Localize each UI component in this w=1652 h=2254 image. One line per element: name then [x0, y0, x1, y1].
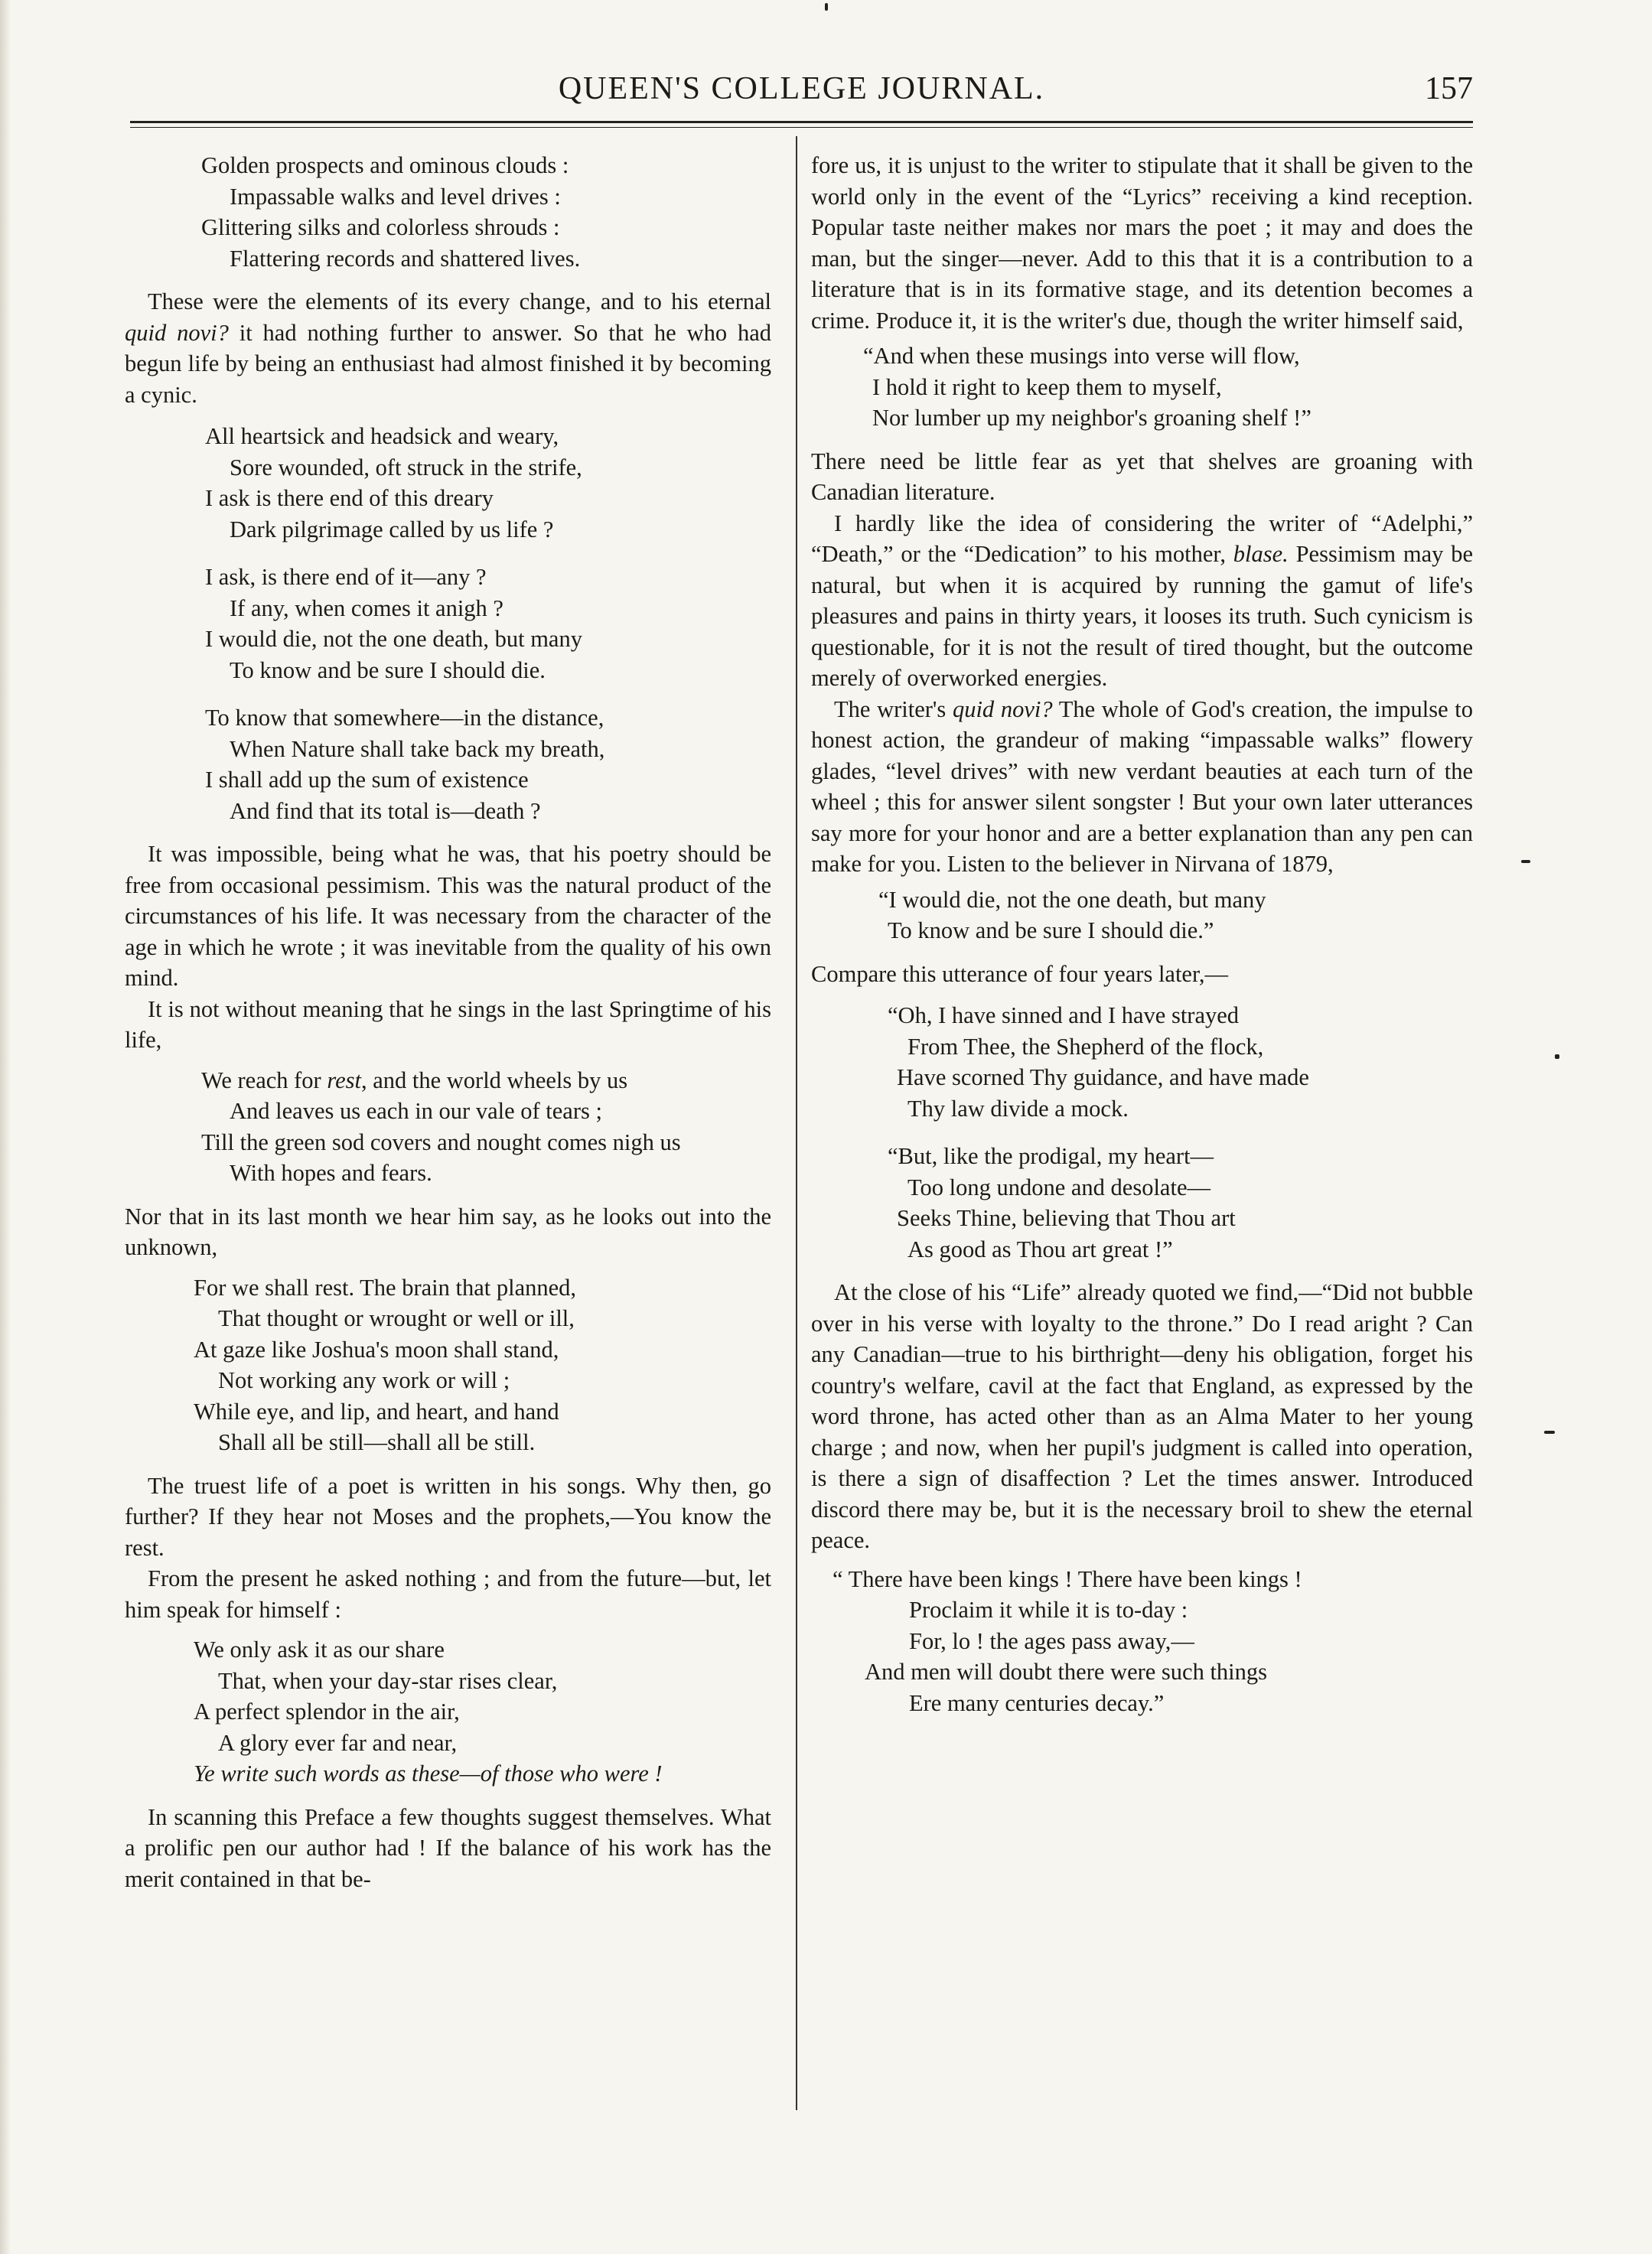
- paragraph: It was impossible, being what he was, that his poetry should be free from occasional pessimism. This was the natural product of the circumstances of his life. It was necessary from the character of the age in which he wrote ; it was inevitable from the quality of his own mind.: [125, 841, 771, 991]
- verse-line: That, when your day-star rises clear,: [218, 1667, 558, 1694]
- verse-line: At gaze like Joshua's moon shall stand,: [194, 1336, 559, 1363]
- verse-line: That thought or wrought or well or ill,: [218, 1305, 575, 1331]
- verse-line: Seeks Thine, believing that Thou art: [897, 1205, 1236, 1231]
- page-header: [130, 70, 1473, 116]
- verse-stanza: [811, 1564, 1473, 1719]
- verse-line: Impassable walks and level drives :: [230, 183, 561, 210]
- print-speck: [1521, 860, 1530, 863]
- header-rule-thin: [130, 127, 1473, 128]
- verse-line: Too long undone and desolate—: [907, 1174, 1210, 1200]
- paragraph: From the present he asked nothing ; and from the future—but, let him speak for himself :: [125, 1565, 771, 1623]
- verse-line: When Nature shall take back my breath,: [230, 735, 605, 762]
- italic-text: blase.: [1233, 541, 1289, 567]
- verse-line: From Thee, the Shepherd of the flock,: [907, 1033, 1264, 1060]
- paragraph: In scanning this Preface a few thoughts suggest themselves. What a prolific pen our author had ! If the balance of his work has the merit contained in that be-: [125, 1803, 771, 1892]
- text-run: it had nothing further to answer. So that he who had begun life by being an enthusiast had almost finished it by becoming a cynic.: [125, 319, 771, 408]
- verse-stanza: [811, 340, 1473, 434]
- paragraph: [811, 694, 1473, 880]
- verse-line: For we shall rest. The brain that planned,: [194, 1274, 577, 1301]
- italic-text: Ye write such words as these—of those who were !: [194, 1761, 663, 1787]
- paragraph: [811, 508, 1473, 694]
- verse-line: And find that its total is—death ?: [230, 797, 541, 824]
- text-run: The writer's: [834, 695, 953, 722]
- verse-line: I ask is there end of this dreary: [205, 485, 494, 511]
- text-run: The whole of God's creation, the impulse to honest action, the grandeur of making “impassable walks” flowery glades, “level drives” with new verdant beauties at each turn of the wheel ; this for answer silent songster ! But your own later utterances say more for your honor and are a better explanation than any pen can make for you. Listen to the believer in Nirvana of 1879,: [811, 695, 1473, 877]
- verse-line: While eye, and lip, and heart, and hand: [194, 1398, 559, 1425]
- left-column: [125, 150, 771, 1894]
- verse-line: To know and be sure I should die.”: [888, 917, 1214, 943]
- verse-line: Ere many centuries decay.”: [909, 1689, 1165, 1716]
- verse-line: Dark pilgrimage called by us life ?: [230, 516, 554, 542]
- verse-line: If any, when comes it anigh ?: [230, 594, 503, 621]
- verse-stanza: [125, 421, 771, 826]
- verse-stanza: [125, 1634, 771, 1790]
- verse-line: “But, like the prodigal, my heart—: [888, 1143, 1214, 1169]
- paragraph: Compare this utterance of four years later,—: [811, 960, 1229, 987]
- verse-line: Not working any work or will ;: [218, 1367, 510, 1393]
- verse-line: Glittering silks and colorless shrouds :: [201, 214, 560, 240]
- paragraph: There need be little fear as yet that shelves are groaning with Canadian literature.: [811, 448, 1473, 505]
- verse-line: I ask, is there end of it—any ?: [205, 564, 487, 590]
- page-edge-shadow: [0, 0, 11, 2254]
- verse-line: All heartsick and headsick and weary,: [205, 423, 559, 449]
- verse-line: “Oh, I have sinned and I have strayed: [888, 1002, 1240, 1028]
- verse-line: With hopes and fears.: [230, 1160, 432, 1186]
- paragraph: [125, 286, 771, 410]
- verse-line: Flattering records and shattered lives.: [230, 245, 581, 272]
- text-run: We reach for: [201, 1067, 327, 1093]
- verse-line: Have scorned Thy guidance, and have made: [897, 1064, 1309, 1090]
- text-run: I hardly like the idea of considering the writer of “Adelphi,” “Death,” or the “Dedication” to his mother,: [811, 510, 1473, 567]
- verse-line: For, lo ! the ages pass away,—: [909, 1627, 1194, 1654]
- verse-line: I shall add up the sum of existence: [205, 767, 529, 793]
- column-divider: [796, 136, 797, 2110]
- header-rule-thick: [130, 121, 1473, 123]
- page-number: 157: [1425, 71, 1473, 106]
- verse-line: Sore wounded, oft struck in the strife,: [230, 454, 582, 480]
- paragraph: Nor that in its last month we hear him say, as he looks out into the unknown,: [125, 1203, 771, 1260]
- verse-line: Proclaim it while it is to-day :: [909, 1597, 1188, 1623]
- verse-line: Shall all be still—shall all be still.: [218, 1429, 536, 1455]
- verse-line: A glory ever far and near,: [218, 1729, 458, 1756]
- print-speck: [825, 3, 828, 11]
- verse-stanza: [811, 884, 1473, 946]
- italic-text: rest: [327, 1067, 361, 1093]
- journal-title: QUEEN'S COLLEGE JOURNAL.: [558, 71, 1045, 106]
- verse-line: To know and be sure I should die.: [230, 656, 546, 683]
- verse-line: To know that somewhere—in the distance,: [205, 705, 604, 731]
- paragraph: fore us, it is unjust to the writer to stipulate that it shall be given to the world only in the event of the “Lyrics” receiving a kind reception. Popular taste neither makes nor mars the poet ; it may and does the man, but the singer—never. Add to this that it is a contribution to a literature that is in its formative stage, and its detention becomes a crime. Produce it, it is the writer's due, though the writer himself said,: [811, 152, 1473, 334]
- verse-stanza: [811, 1000, 1473, 1265]
- verse-stanza: [125, 1065, 771, 1189]
- verse-line: “I would die, not the one death, but many: [878, 886, 1266, 913]
- verse-line: I would die, not the one death, but many: [205, 626, 582, 652]
- verse-line: Thy law divide a mock.: [907, 1095, 1129, 1122]
- verse-line: “ There have been kings ! There have been kings !: [833, 1565, 1302, 1592]
- print-speck: [1544, 1431, 1555, 1434]
- text-run: Pessimism may be natural, but when it is acquired by running the gamut of life's pleasures and pains in thirty years, it looses its truth. Such cynicism is questionable, for it is not the result of tired thought, but the outcome merely of overworked energies.: [811, 541, 1473, 691]
- verse-line: As good as Thou art great !”: [907, 1236, 1173, 1262]
- verse-line: A perfect splendor in the air,: [194, 1699, 460, 1725]
- verse-line: Nor lumber up my neighbor's groaning shelf !”: [872, 405, 1311, 431]
- verse-stanza: [125, 150, 771, 274]
- print-speck: [1555, 1054, 1559, 1059]
- text-run: , and the world wheels by us: [360, 1067, 628, 1093]
- verse-stanza: [125, 1272, 771, 1458]
- verse-line: “And when these musings into verse will flow,: [863, 343, 1300, 369]
- verse-line: Golden prospects and ominous clouds :: [201, 152, 569, 178]
- verse-line: [125, 1065, 771, 1096]
- right-column: [811, 150, 1473, 1731]
- italic-text: quid novi?: [125, 319, 229, 346]
- paragraph: It is not without meaning that he sings in the last Springtime of his life,: [125, 995, 771, 1053]
- verse-line: Till the green sod covers and nought comes nigh us: [201, 1129, 681, 1155]
- verse-line: We only ask it as our share: [194, 1637, 445, 1663]
- verse-line: And leaves us each in our vale of tears ;: [230, 1098, 602, 1124]
- italic-text: quid novi?: [952, 695, 1053, 722]
- verse-line: [125, 1758, 771, 1790]
- verse-line: And men will doubt there were such things: [865, 1659, 1268, 1685]
- paragraph: At the close of his “Life” already quoted we find,—“Did not bubble over in his verse with loyalty to the throne.” Do I read aright ? Can any Canadian—true to his birthright—deny his obligation, forget his country's welfare, cavil at the fact that England, as expressed by the word throne, has acted other than as an Alma Mater to her young charge ; and now, when her pupil's judgment is called into operation, is there a sign of disaffection ? Let the times answer. Introduced discord there may be, but it is the necessary broil to shew the eternal peace.: [811, 1279, 1473, 1553]
- text-run: These were the elements of its every change, and to his eternal: [148, 288, 771, 314]
- paragraph: The truest life of a poet is written in his songs. Why then, go further? If they hear not Moses and the prophets,—You know the rest.: [125, 1472, 771, 1561]
- verse-line: I hold it right to keep them to myself,: [872, 373, 1222, 400]
